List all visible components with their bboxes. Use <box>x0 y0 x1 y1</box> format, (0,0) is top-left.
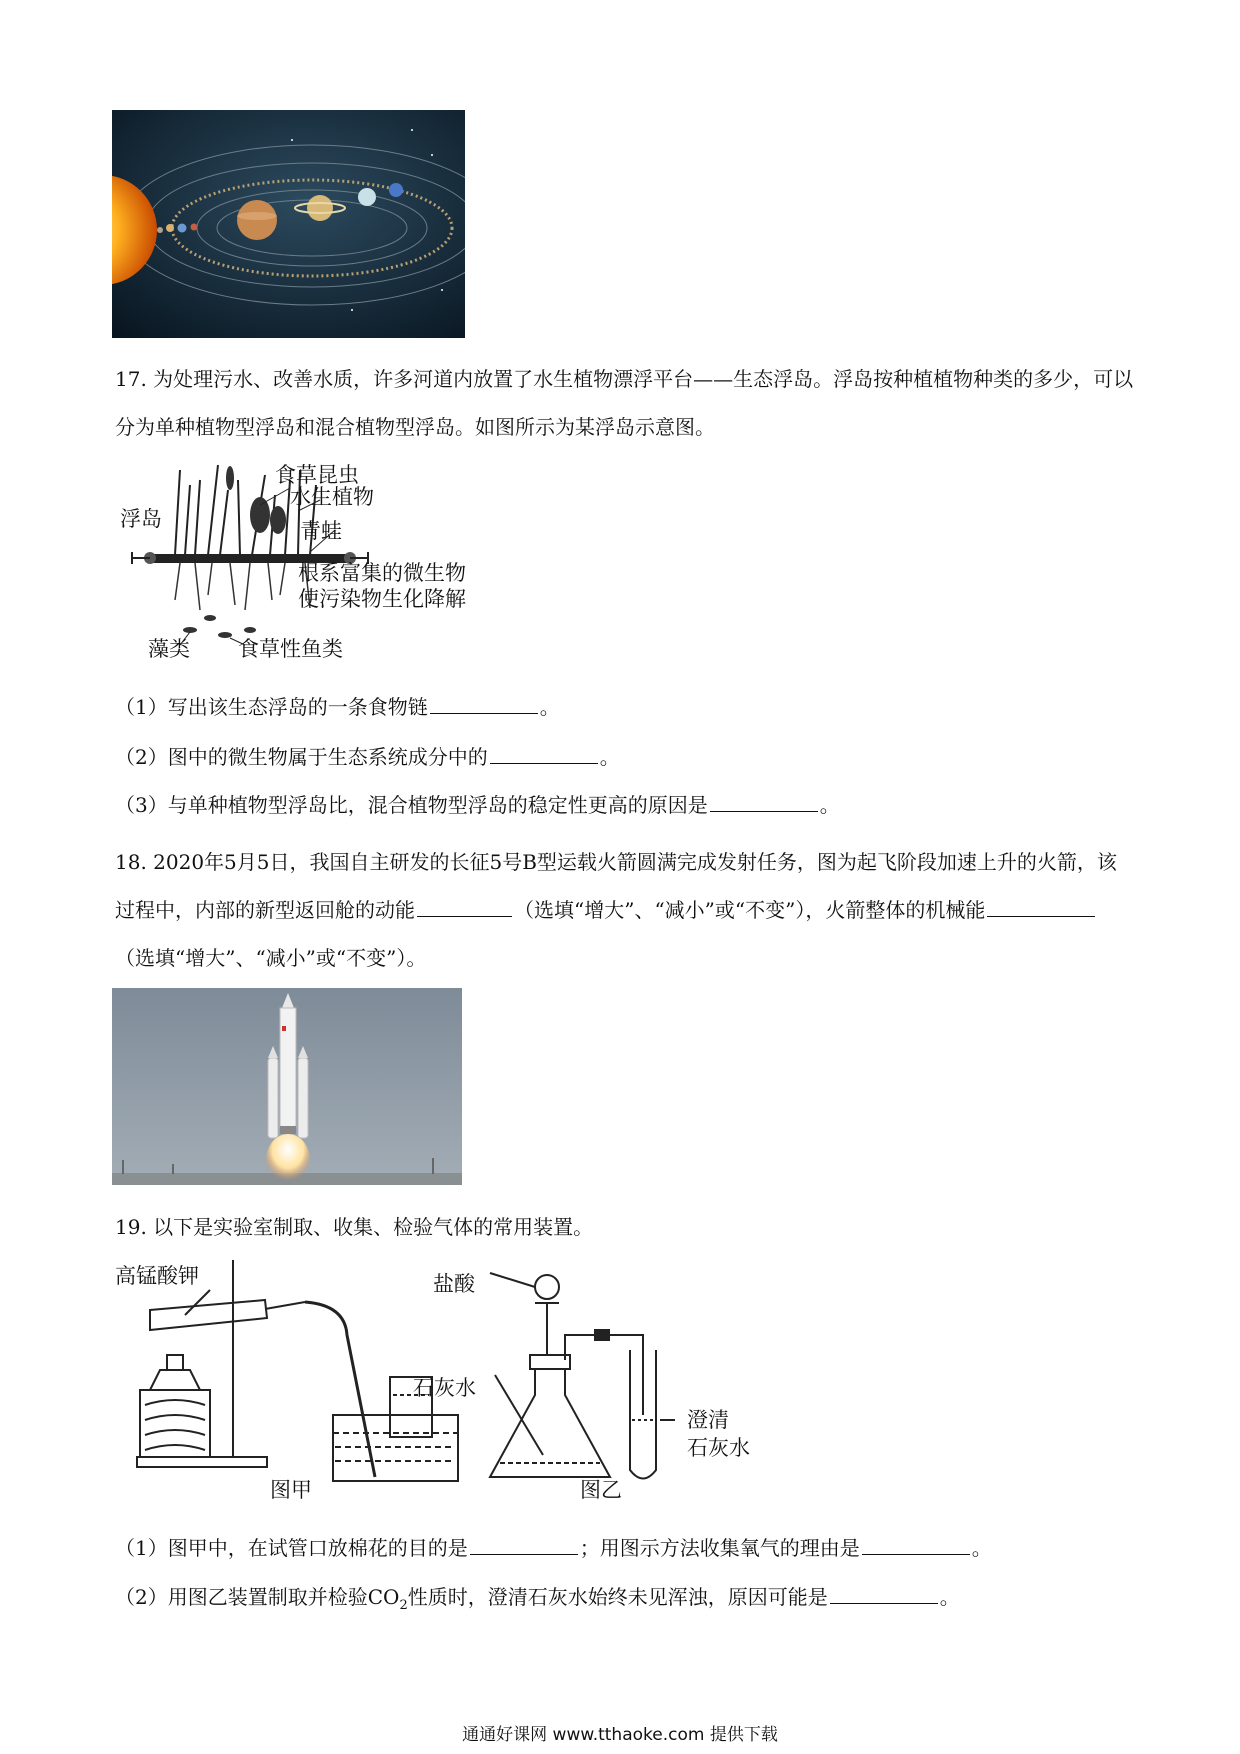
answer-blank[interactable] <box>987 896 1095 917</box>
answer-blank[interactable] <box>830 1583 938 1604</box>
footer: 通通好课网 www.tthaoke.com 提供下载 <box>462 1725 778 1745</box>
floating-island-diagram <box>120 460 500 660</box>
label-plant: 水生植物 <box>290 485 374 509</box>
label-clear-2: 石灰水 <box>687 1436 750 1460</box>
q17-text: 17. 为处理污水、改善水质，许多河道内放置了水生植物漂浮平台——生态浮岛。浮岛按种植植物种类的多少，可以分为单种植物型浮岛和混合植物型浮岛。如图所示为某浮岛示意图。 <box>115 367 1134 439</box>
solar-system-image <box>112 110 465 338</box>
label-fish: 食草性鱼类 <box>238 637 343 660</box>
lab-apparatus-diagram <box>115 1255 795 1505</box>
q19-sub2: （2）用图乙装置制取并检验$CO_2$性质时，澄清石灰水始终未见浑浊，原因可能是 。 <box>115 1585 960 1613</box>
answer-blank[interactable] <box>710 791 818 812</box>
label-clear-1: 澄清 <box>687 1408 729 1432</box>
answer-blank[interactable] <box>490 743 598 764</box>
label-frog: 青蛙 <box>300 519 342 543</box>
q17-sub2: （2）图中的微生物属于生态系统成分中的 。 <box>115 745 620 769</box>
q17-sub3: （3）与单种植物型浮岛比，混合植物型浮岛的稳定性更高的原因是 。 <box>115 793 840 817</box>
label-limestone: 石灰水 <box>413 1376 476 1400</box>
label-insect: 食草昆虫 <box>275 463 359 487</box>
label-microbe-2: 使污染物生化降解 <box>298 587 466 611</box>
label-island: 浮岛 <box>120 507 162 531</box>
q18-text: 18. 2020年5月5日，我国自主研发的长征5号B型运载火箭圆满完成发射任务，图为起飞阶段加速上升的火箭，该过程中，内部的新型返回舱的动能 （选填“增大”、“减小”或“不变”），火箭整体的机械能（选填“增大”、“减小”或“不变”）。 <box>115 850 1117 970</box>
label-hcl: 盐酸 <box>433 1272 475 1296</box>
answer-blank[interactable] <box>417 896 512 917</box>
q19-sub1: （1）图甲中，在试管口放棉花的目的是 ；用图示方法收集氧气的理由是 。 <box>115 1536 992 1560</box>
q19-text: 19. 以下是实验室制取、收集、检验气体的常用装置。 <box>115 1215 594 1239</box>
label-fig-a: 图甲 <box>270 1478 312 1502</box>
label-fig-b: 图乙 <box>580 1478 622 1502</box>
answer-blank[interactable] <box>470 1534 578 1555</box>
label-algae: 藻类 <box>148 637 190 660</box>
answer-blank[interactable] <box>862 1534 970 1555</box>
answer-blank[interactable] <box>430 693 538 714</box>
label-microbe-1: 根系富集的微生物 <box>298 561 466 585</box>
rocket-launch-image <box>112 988 462 1185</box>
label-kmno4: 高锰酸钾 <box>115 1264 199 1288</box>
q17-sub1: （1）写出该生态浮岛的一条食物链 。 <box>115 695 560 719</box>
